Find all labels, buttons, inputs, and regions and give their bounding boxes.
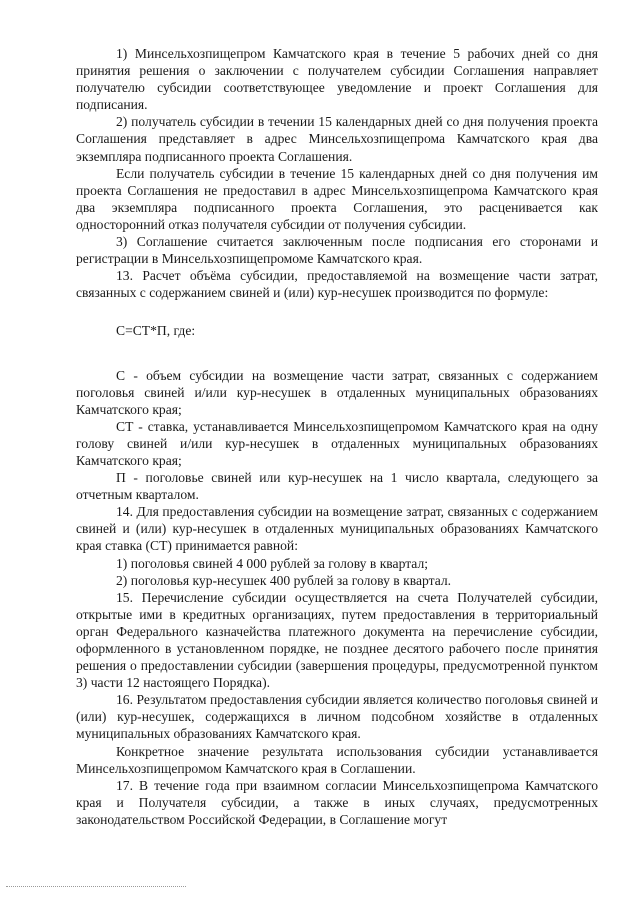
- formula-definition-c: С - объем субсидии на возмещение части затрат, связанных с содержанием поголовья свиней и/или кур-несушек в отдаленных муниципальных образованиях Камчатского края;: [76, 367, 598, 417]
- formula-definition-st: СТ - ставка, устанавливается Минсельхозпищепромом Камчатского края на одну голову свиней и/или кур-несушек в отдаленных муниципальных образованиях Камчатского края;: [76, 418, 598, 468]
- paragraph-12-2: 2) получатель субсидии в течении 15 календарных дней со дня получения проекта Соглашения представляет в адрес Минсельхозпищепрома Камчатского края два экземпляра подписанного проекта Соглашения.: [76, 114, 598, 164]
- paragraph-14: 14. Для предоставления субсидии на возмещение затрат, связанных с содержанием свиней и (или) кур-несушек в отдаленных муниципальных образованиях Камчатского края ставка (СТ) принимается равной:: [76, 504, 598, 554]
- paragraph-16: 16. Результатом предоставления субсидии является количество поголовья свиней и (или) кур-несушек, содержащихся в личном подсобном хозяйстве в отдаленных муниципальных образованиях Камчатского края.: [76, 692, 598, 742]
- paragraph-12-2-refusal: Если получатель субсидии в течение 15 календарных дней со дня получения им проекта Соглашения не предоставил в адрес Минсельхозпищепрома Камчатского края два экземпляра подписанного проекта Соглашения, это расценивается как односторонний отказ получателя субсидии от получения субсидии.: [76, 165, 598, 232]
- formula-definition-p: П - поголовье свиней или кур-несушек на 1 число квартала, следующего за отчетным кварталом.: [76, 470, 598, 503]
- paragraph-14-2: 2) поголовья кур-несушек 400 рублей за голову в квартал.: [116, 572, 452, 588]
- paragraph-17: 17. В течение года при взаимном согласии Минсельхозпищепрома Камчатского края и Получателя субсидии, а также в иных случаях, предусмотренных законодательством Российской Федерации, в Соглашение могут: [76, 777, 598, 827]
- footer-divider: [6, 886, 186, 887]
- paragraph-15: 15. Перечисление субсидии осуществляется на счета Получателей субсидии, открытые ими в кредитных организациях, путем предоставления в территориальный орган Федерального казначейства платежного документа на перечисление субсидии, оформленного в установленном порядке, не позднее десятого рабочего после принятия решения о предоставлении субсидии (завершения процедуры, предусмотренной пунктом 3) части 12 настоящего Порядка).: [76, 589, 598, 691]
- document-body: [76, 45, 598, 828]
- paragraph-12-3: 3) Соглашение считается заключенным после подписания его сторонами и регистрации в Минсельхозпищепромоме Камчатского края.: [76, 234, 598, 267]
- formula: С=СТ*П, где:: [116, 323, 196, 339]
- paragraph-14-1: 1) поголовья свиней 4 000 рублей за голову в квартал;: [116, 555, 429, 571]
- paragraph-16-value: Конкретное значение результата использования субсидии устанавливается Минсельхозпищепромом Камчатского края в Соглашении.: [76, 743, 598, 776]
- paragraph-12-1: 1) Минсельхозпищепром Камчатского края в течение 5 рабочих дней со дня принятия решения о заключении с получателем субсидии Соглашения направляет получателю субсидии соответствующее уведомление и проект Соглашения для подписания.: [76, 46, 598, 113]
- paragraph-13: 13. Расчет объёма субсидии, предоставляемой на возмещение части затрат, связанных с содержанием свиней и (или) кур-несушек производится по формуле:: [76, 268, 598, 301]
